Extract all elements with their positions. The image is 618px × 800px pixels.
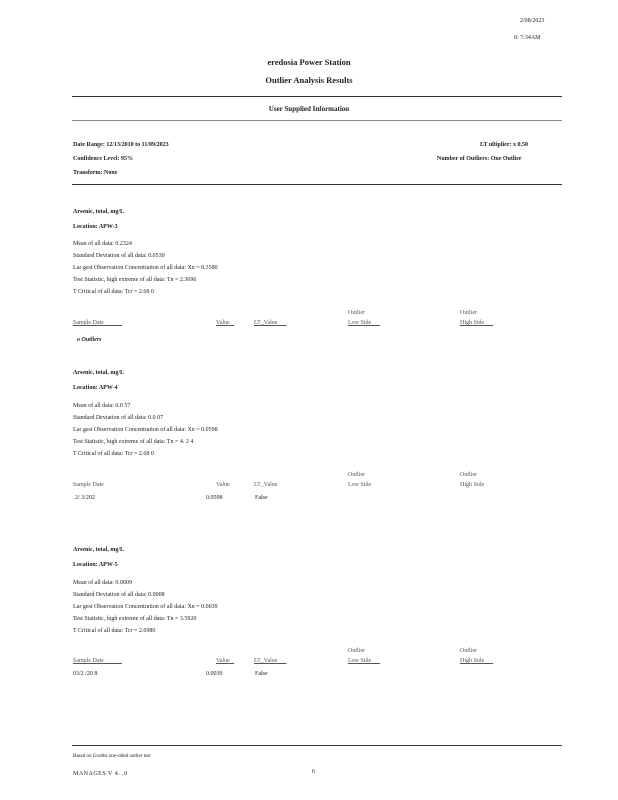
row-sample-date: 03/2 /20 8	[73, 671, 98, 677]
col-outlier-low: Outlier	[348, 472, 365, 478]
col-value-label: Value	[216, 320, 230, 326]
test-statistic: Test Statistic, high extreme of all data: Tn = 2.3696	[73, 277, 197, 283]
footer-note: Based on Grubbs one-sided outlier test	[73, 754, 151, 759]
col-value: Value	[216, 482, 230, 488]
params-divider	[72, 184, 562, 185]
row-lt-value: False	[255, 671, 268, 677]
analyte: Arsenic, total, mg/L	[73, 209, 124, 215]
largest-observation: Lar gest Observation Concentration of all data: Xn = 0.0598	[73, 427, 218, 433]
std-dev: Standard Deviation of all data: 0.0 07	[73, 415, 164, 421]
col-sample-date-label: Sample Date	[73, 658, 104, 664]
col-sample-date	[73, 320, 122, 326]
col-lt-value-label: LT_Value	[254, 320, 278, 326]
t-critical: T Critical of all data: Tcr = 2.68 0	[73, 289, 154, 295]
report-time: 0: 7:34AM	[514, 35, 541, 41]
col-high-side	[460, 658, 493, 664]
transform: Transform: None	[73, 170, 118, 176]
date-range: Date Range: 12/13/2010 to 11/09/2023	[73, 142, 169, 148]
mean: Mean of all data: 0.2324	[73, 241, 132, 247]
station-name: eredosia Power Station	[267, 57, 351, 67]
page-number: 6	[312, 769, 315, 775]
col-value	[216, 320, 234, 326]
header-divider	[72, 96, 562, 97]
col-high-side: High Side	[460, 482, 485, 488]
col-lt-value	[254, 658, 286, 664]
largest-observation: Lar gest Observation Concentration of all data: Xn = 0.0039	[73, 604, 218, 610]
row-lt-value: False	[255, 495, 268, 501]
confidence-level: Confidence Level: 95%	[73, 156, 133, 162]
col-low-side-label: Low Side	[348, 658, 372, 664]
row-value: 0.0598	[206, 495, 223, 501]
location: Location: APW-5	[73, 562, 118, 568]
row-sample-date: 2/ 3/202	[75, 495, 95, 501]
col-lt-value-label: LT_Value	[254, 658, 278, 664]
lt-multiplier: LT ultiplier: x 0.50	[480, 142, 529, 148]
location: Location: APW-4	[73, 385, 118, 391]
col-outlier-low: Outlier	[348, 310, 365, 316]
report-date: 2/08/2023	[520, 18, 545, 24]
largest-observation: Lar gest Observation Concentration of all data: Xn = 0.3580	[73, 265, 218, 271]
no-outliers-note: o Outliers	[77, 337, 102, 343]
report-title: Outlier Analysis Results	[265, 75, 353, 85]
col-value	[216, 658, 234, 664]
col-outlier-high: Outlier	[460, 310, 477, 316]
test-statistic: Test Statistic, high extreme of all data: Tn = 4. 2 4	[73, 439, 194, 445]
col-outlier-high: Outlier	[460, 648, 477, 654]
col-high-side	[460, 320, 493, 326]
col-lt-value: LT_Value	[254, 482, 278, 488]
col-low-side-label: Low Side	[348, 320, 372, 326]
col-sample-date	[73, 658, 122, 664]
location: Location: APW-3	[73, 224, 118, 230]
section-title: User Supplied Information	[268, 105, 350, 113]
row-value: 0.0039	[206, 671, 223, 677]
test-statistic: Test Statistic, high extreme of all data: Tn = 3.5920	[73, 616, 197, 622]
software-version: MANAGES V 4. .0	[73, 771, 128, 777]
section-divider	[72, 120, 562, 121]
std-dev: Standard Deviation of all data: 0.0530	[73, 253, 165, 259]
col-low-side	[348, 658, 380, 664]
col-high-side-label: High Side	[460, 320, 485, 326]
std-dev: Standard Deviation of all data: 0.0008	[73, 592, 165, 598]
col-low-side	[348, 320, 380, 326]
col-sample-date-label: Sample Date	[73, 320, 104, 326]
footer-divider	[72, 745, 562, 746]
col-sample-date: Sample Date	[73, 482, 104, 488]
col-outlier-low: Outlier	[348, 648, 365, 654]
t-critical: T Critical of all data: Tcr = 2.6980	[73, 628, 156, 634]
col-outlier-high: Outlier	[460, 472, 477, 478]
t-critical: T Critical of all data: Tcr = 2.68 0	[73, 451, 154, 457]
mean: Mean of all data: 0.0 57	[73, 403, 131, 409]
analyte: Arsenic, total, mg/L	[73, 370, 124, 376]
col-lt-value	[254, 320, 286, 326]
col-low-side: Low Side	[348, 482, 372, 488]
number-of-outliers: Number of Outliers: One Outlier	[437, 156, 522, 162]
col-value-label: Value	[216, 658, 230, 664]
mean: Mean of all data: 0.0009	[73, 580, 132, 586]
analyte: Arsenic, total, mg/L	[73, 547, 124, 553]
col-high-side-label: High Side	[460, 658, 485, 664]
